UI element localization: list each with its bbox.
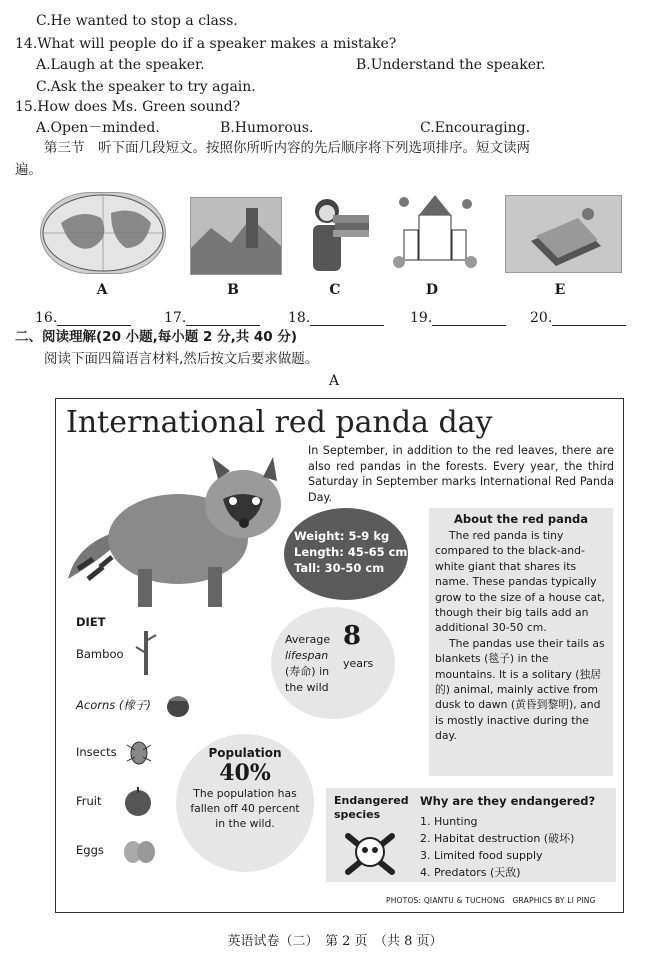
red-panda-icon xyxy=(58,439,298,619)
diet-insects: Insects xyxy=(76,745,117,759)
section3-instruction-cont: 遍。 xyxy=(15,162,42,178)
red-panda-poster xyxy=(55,398,624,913)
apple-icon xyxy=(122,785,154,817)
eggs-icon xyxy=(122,839,156,865)
acorn-icon xyxy=(162,689,194,719)
bamboo-icon xyxy=(134,631,158,675)
blank-number: 16. xyxy=(35,310,58,326)
picture-label-c: C xyxy=(329,282,341,298)
size-stats-badge xyxy=(284,508,408,600)
answer-blank-17[interactable] xyxy=(164,310,260,326)
stack-icon xyxy=(506,196,621,272)
diet-fruit: Fruit xyxy=(76,794,102,808)
stat-weight: Weight: 5-9 kg xyxy=(294,529,390,543)
q15-option-c: C.Encouraging. xyxy=(420,120,531,136)
reason-4: 4. Predators (天敌) xyxy=(420,866,521,879)
endangered-panel xyxy=(326,788,616,882)
picture-label-a: A xyxy=(96,282,108,298)
diet-acorns: Acorns (橡子) xyxy=(76,698,151,712)
population-text: The population has fallen off 40 percent in the wild. xyxy=(190,787,300,830)
population-value: 40% xyxy=(219,760,271,786)
reading-heading: 二、阅读理解(20 小题,每小题 2 分,共 40 分) xyxy=(15,329,298,345)
poster-intro: In September, in addition to the red leaves, there are also red pandas in the forests. Every year, the third Saturday in September marks International Red Panda Day. xyxy=(308,444,614,504)
q14-option-a: A.Laugh at the speaker. xyxy=(36,57,205,73)
answer-blank-19[interactable] xyxy=(410,310,506,326)
poster-title: International red panda day xyxy=(66,405,493,440)
reason-2: 2. Habitat destruction (破坏) xyxy=(420,832,575,845)
stat-tall: Tall: 30-50 cm xyxy=(294,561,385,575)
about-paragraph-2: The pandas use their tails as blankets (毯子) in the mountains. It is a solitary (独居的) animal, mainly active from dusk to dawn (黄昏到黎明), and is mostly inactive during the day. xyxy=(435,636,605,743)
about-heading: About the red panda xyxy=(453,512,589,526)
lifespan-unit: years xyxy=(343,657,374,670)
lifespan-circle xyxy=(271,607,395,719)
castle-image xyxy=(389,190,481,275)
diet-eggs: Eggs xyxy=(76,843,104,857)
page-footer: 英语试卷（二） 第 2 页 （共 8 页） xyxy=(227,934,443,949)
world-map-image xyxy=(40,192,166,274)
diet-bamboo: Bamboo xyxy=(76,647,124,661)
passage-label: A xyxy=(329,373,340,389)
section3-instruction: 第三节 听下面几段短文。按照你所听内容的先后顺序将下列选项排序。短文读两 xyxy=(44,140,530,156)
endangered-question: Why are they endangered? xyxy=(420,794,596,808)
blank-number: 18. xyxy=(288,310,311,326)
q14-stem: 14.What will people do if a speaker makes a mistake? xyxy=(15,36,397,52)
castle-icon xyxy=(389,190,481,275)
picture-label-e: E xyxy=(554,282,566,298)
q15-stem: 15.How does Ms. Green sound? xyxy=(15,99,241,115)
girl-with-books-image xyxy=(297,193,375,273)
picture-label-b: B xyxy=(227,282,239,298)
blank-number: 17. xyxy=(164,310,187,326)
picture-label-d: D xyxy=(425,282,439,298)
lifespan-label: Average xyxy=(285,633,331,646)
lifespan-value: 8 xyxy=(343,621,362,651)
blank-number: 20. xyxy=(530,310,553,326)
population-heading: Population xyxy=(208,746,282,760)
lifespan-term: lifespan xyxy=(285,649,329,662)
skull-crossbones-icon xyxy=(342,828,398,878)
answer-blank-20[interactable] xyxy=(530,310,626,326)
endangered-label: Endangered species xyxy=(334,794,409,821)
landscape-image xyxy=(190,197,282,275)
reading-instruction: 阅读下面四篇语言材料,然后按文后要求做题。 xyxy=(44,351,319,367)
q15-option-a: A.Open－minded. xyxy=(36,120,160,136)
q13-option-c: C.He wanted to stop a class. xyxy=(36,13,238,29)
answer-blank-18[interactable] xyxy=(288,310,384,326)
girl-icon xyxy=(297,193,375,273)
reason-3: 3. Limited food supply xyxy=(420,849,543,862)
photo-credit: PHOTOS: QIANTU & TUCHONG GRAPHICS BY LI PING xyxy=(386,896,596,905)
q14-option-c: C.Ask the speaker to try again. xyxy=(36,79,256,95)
lifespan-cn: (寿命) in the wild xyxy=(285,665,330,694)
globe-icon xyxy=(41,193,165,273)
population-circle xyxy=(176,734,314,872)
insect-icon xyxy=(124,735,154,767)
q15-option-b: B.Humorous. xyxy=(220,120,314,136)
about-paragraph-1: The red panda is tiny compared to the black-and-white giant that shares its name. These pandas typically grow to the size of a house cat, though their big tails add an additional 30-50 cm. xyxy=(435,529,605,635)
reason-1: 1. Hunting xyxy=(420,815,478,828)
mountain-icon xyxy=(191,198,281,274)
diet-heading: DIET xyxy=(76,615,106,629)
stat-length: Length: 45-65 cm xyxy=(294,545,408,559)
about-panel xyxy=(429,508,613,776)
blank-number: 19. xyxy=(410,310,433,326)
q14-option-b: B.Understand the speaker. xyxy=(356,57,546,73)
answer-blank-16[interactable] xyxy=(35,310,131,326)
objects-image xyxy=(505,195,622,273)
